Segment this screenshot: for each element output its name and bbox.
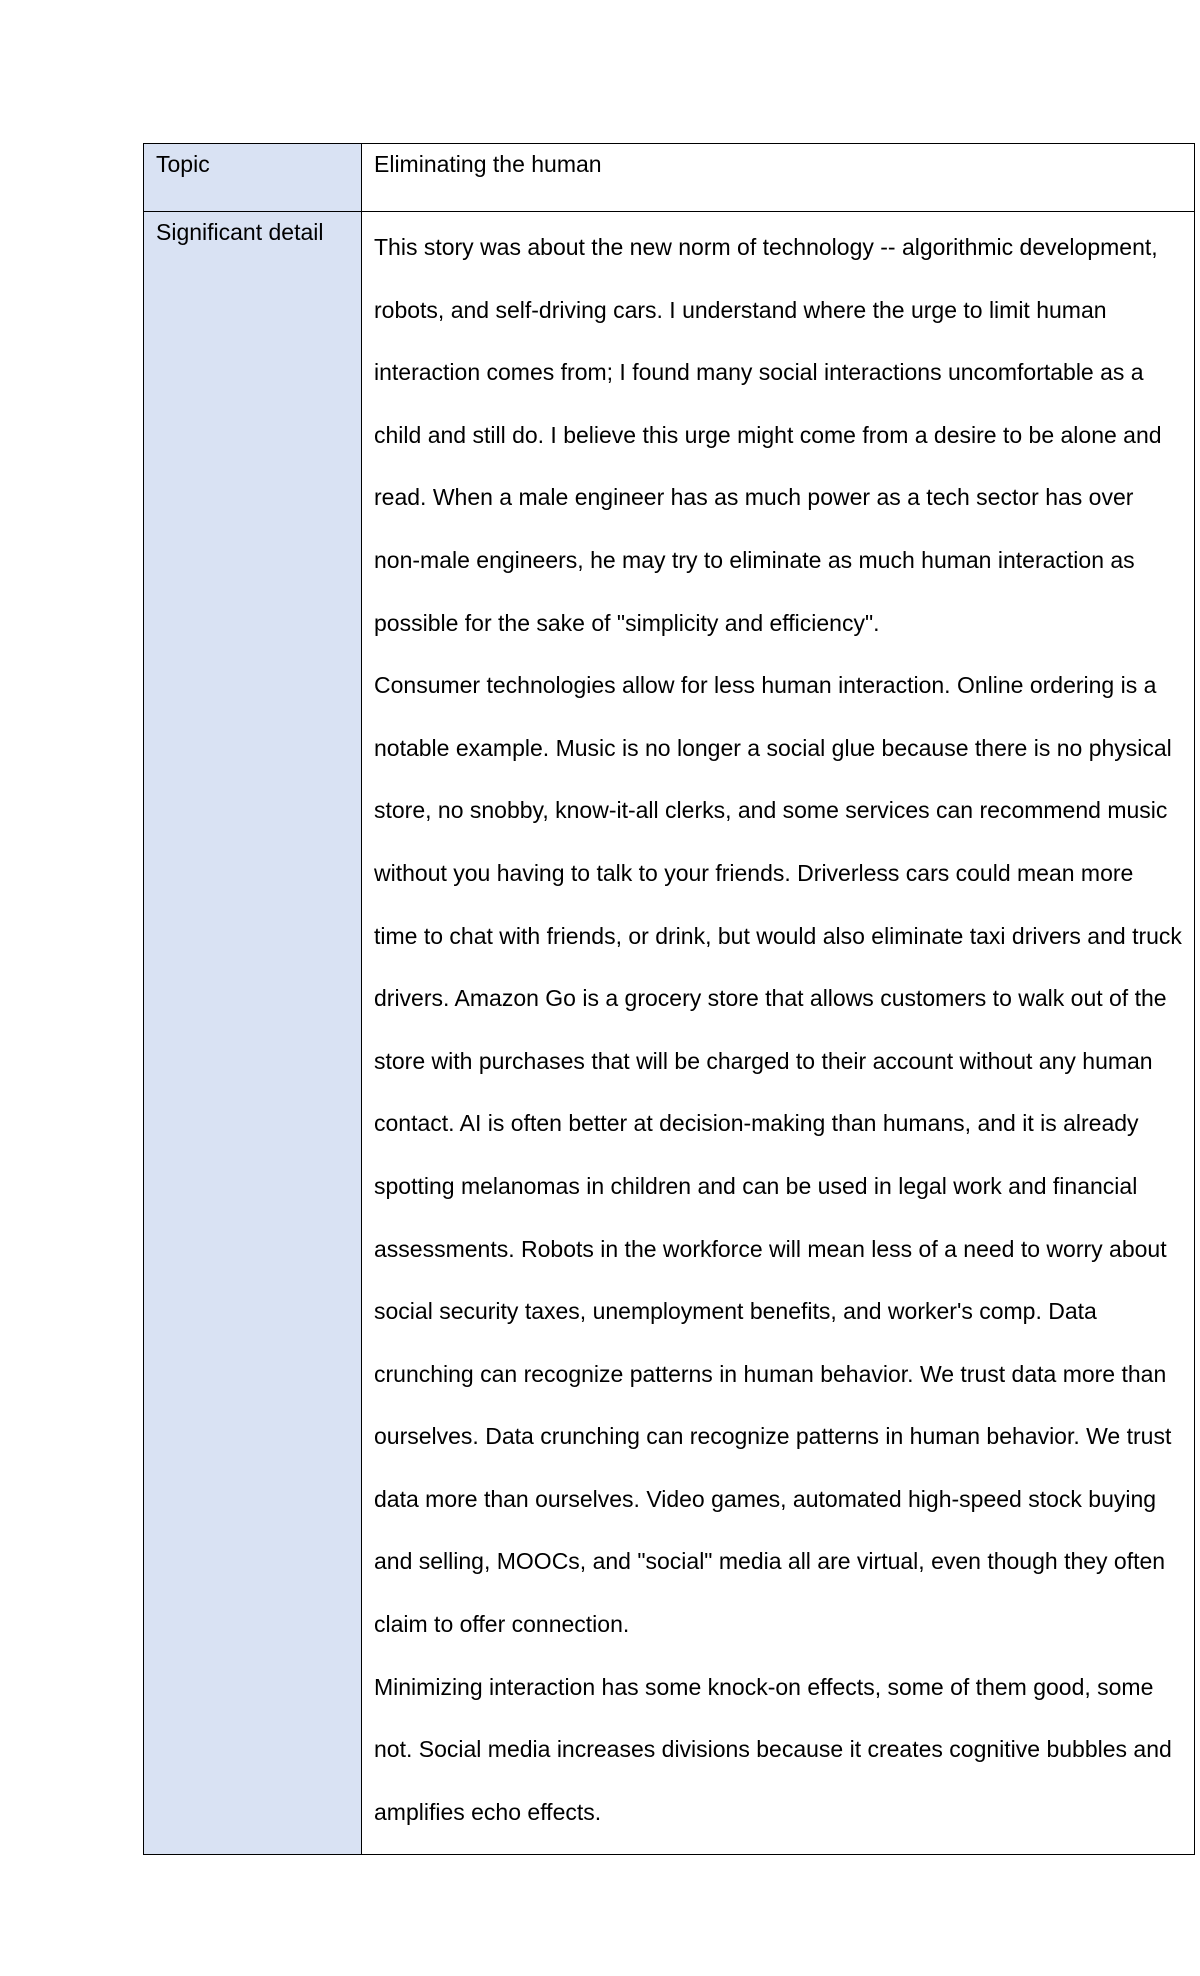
topic-value: Eliminating the human	[374, 151, 602, 177]
detail-row	[144, 212, 1195, 1855]
topic-value-cell	[362, 144, 1195, 212]
detail-paragraph-3: Minimizing interaction has some knock-on effects, some of them good, some not. Social media increases divisions because it creates cognitive bubbles and amplifies echo effects.	[374, 1673, 1172, 1825]
detail-paragraph-2: Consumer technologies allow for less human interaction. Online ordering is a notable example. Music is no longer a social glue because there is no physical store, no snobby, know-it-all clerks, and some services can recommend music without you having to talk to your friends. Driverless cars could mean more time to chat with friends, or drink, but would also eliminate taxi drivers and truck drivers. Amazon Go is a grocery store that allows customers to walk out of the store with purchases that will be charged to their account without any human contact. AI is often better at decision-making than humans, and it is already spotting melanomas in children and can be used in legal work and financial assessments. Robots in the workforce will mean less of a need to worry about social security taxes, unemployment benefits, and worker's comp. Data crunching can recognize patterns in human behavior. We trust data more than ourselves. Data crunching can recognize patterns in human behavior. We trust data more than ourselves. Video games, automated high-speed stock buying and selling, MOOCs, and "social" media all are virtual, even though they often claim to offer connection.	[374, 672, 1182, 1638]
topic-label-cell	[144, 144, 362, 212]
detail-label: Significant detail	[156, 219, 324, 245]
topic-label: Topic	[156, 151, 210, 177]
detail-value-cell	[362, 212, 1195, 1855]
detail-label-cell	[144, 212, 362, 1855]
notes-table	[143, 143, 1195, 1855]
detail-paragraph-1: This story was about the new norm of technology -- algorithmic development, robots, and self-driving cars. I understand where the urge to limit human interaction comes from; I found many social interactions uncomfortable as a child and still do. I believe this urge might come from a desire to be alone and read. When a male engineer has as much power as a tech sector has over non-male engineers, he may try to eliminate as much human interaction as possible for the sake of "simplicity and efficiency".	[374, 234, 1162, 636]
topic-row	[144, 144, 1195, 212]
